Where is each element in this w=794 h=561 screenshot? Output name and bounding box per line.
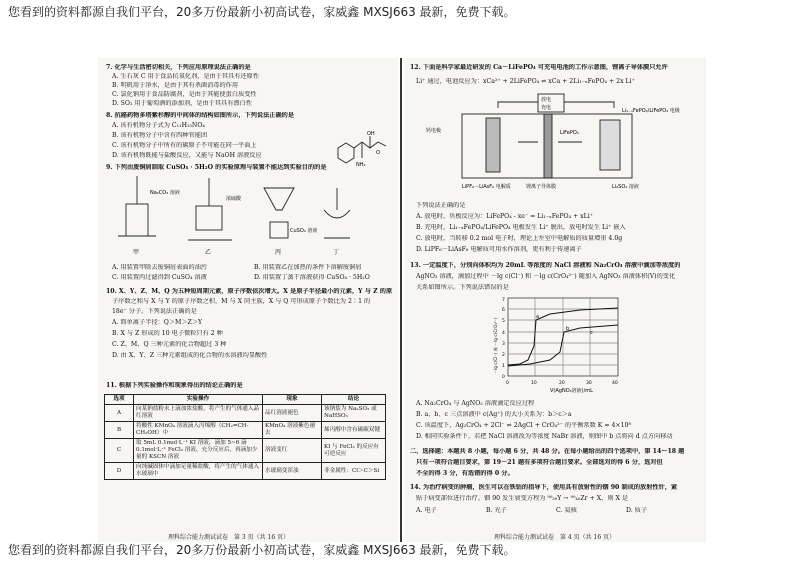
q10-option-c: C. Z、M、Q 三种元素的化合物超过 3 种 [112, 341, 227, 348]
point-label-a: a [536, 314, 540, 320]
q14-stem-1: 14. 为治疗病变的肿瘤，医生可以在铁钴的指导下，使用具有放射性的铟 90 制成的放射性针，紧 [410, 484, 678, 491]
svg-text:OH: OH [367, 131, 375, 137]
table-header: 现象 [263, 395, 322, 405]
q12-battery-diagram [422, 88, 702, 200]
q7-option-b: B. 明矾用于净水，是由于其有杀菌消毒的作用 [112, 82, 239, 89]
table-row [105, 463, 386, 480]
table-cell: 向纯碱固体中滴加足量稀盐酸，将产生的气体通入水玻璃中 [134, 463, 263, 480]
q9-apparatus-figure [112, 174, 372, 260]
table-cell: 品红溶液褪色 [263, 405, 322, 422]
q8-option-a: A. 该有机物分子式为 C₁₁H₁₅NO₄ [112, 122, 205, 129]
q9-option-c: C. 用装置丙过滤得到 CuSO₄ 溶液 [112, 274, 207, 281]
charge-label: 充电 [541, 105, 552, 111]
q7-option-c: C. 氯化钠用于食品防腐剂，是由于其能使蛋白质变性 [112, 91, 257, 98]
svg-text:O: O [376, 150, 380, 156]
q14-stem-2: 贴于病变部位进行治疗。铟 90 发生衰变方程为 ⁹⁰₃₉Y → ⁹⁰₄₀Zr + X，则 X 是 [416, 495, 629, 502]
q9-option-b: B. 用装置乙在加热的条件下溶解废铜屑 [254, 264, 362, 271]
section-2-heading: 二、选择题：本题共 8 小题，每小题 6 分，共 48 分。在每小题给出的四个选项中，第 14～18 题 [410, 448, 685, 455]
exam-page-3 [98, 58, 398, 542]
table-header-row [105, 395, 386, 405]
q8-option-d: D. 该有机物既能与盐酸反应，又能与 NaOH 溶液反应 [112, 152, 262, 159]
q8-stem: 8. 抗癌药物多塔紫杉醇的中间体的结构如图所示，下列说法正确的是 [106, 112, 295, 119]
top-watermark-banner: 您看到的资料都源自我们平台，20多万份最新小初高试卷，家威鑫 MXSJ663 最新，免费下载。 [8, 5, 516, 19]
table-cell: 溶液变红 [263, 439, 322, 463]
table-cell: D [105, 463, 134, 480]
point-label-c: c [590, 330, 593, 336]
q9-chem-label: CuSO₄ 溶液 [290, 228, 318, 234]
lifepo4-label: LiFePO₄ [560, 130, 579, 136]
q9-label-ding: 丁 [333, 249, 340, 256]
x-tick-0: 0 [506, 381, 509, 386]
q7-option-a: A. 生石灰 C 用于食品抗氧化剂，是由于其具有还原性 [112, 73, 260, 80]
q9-stem: 9. 下列由废铜屑制取 CuSO₄ · 5H₂O 的实验原理与装置不能达到实验目的的是 [106, 164, 327, 171]
q12-stem-1: 12. 下面是科学家最近研发的 Ca－LiFePO₄ 可充电电池的工作示意图，锂离子导体膜只允许 [410, 64, 668, 71]
table-cell: 取 5mL 0.1mol·L⁻¹ KI 溶液，滴加 5~6 滴 0.1mol·L⁻¹ FeCl₃ 溶液，充分反应后，再滴加少量的 KSCN 溶液 [134, 439, 263, 463]
svg-text:NH₂: NH₂ [356, 162, 366, 168]
q10-stem-1: 10. X、Y、Z、M、Q 为五种短周期元素，原子序数依次增大。X 是原子半径最小的元素，Y 与 Z 的原 [106, 288, 393, 295]
section-2-line-3: 不全的得 3 分，有选错的得 0 分。 [416, 470, 514, 477]
point-label-b: b [566, 326, 570, 332]
q13-option-d: D. 相同实验条件下，若把 NaCl 溶液改为等浓度 NaBr 溶液，则图中 b 点将向 d 点方向移动 [416, 433, 673, 440]
table-cell: C [105, 439, 134, 463]
discharge-label: 放电 [541, 97, 552, 103]
x-tick-40: 40 [612, 381, 618, 386]
table-row [105, 422, 386, 439]
page-divider [400, 58, 402, 542]
table-cell: 水玻璃变浑浊 [263, 463, 322, 480]
q9-chem-label: Na₂CO₃ 溶液 [150, 190, 180, 196]
q13-option-a: A. Na₂CrO₄ 与 AgNO₃ 溶液滴定反应过程 [416, 400, 535, 407]
y-axis-label: －lg c(Cl⁻) 或 －lg c(CrO₄²⁻) [493, 317, 498, 374]
x-tick-20: 20 [559, 381, 565, 386]
q10-option-d: D. 由 X、Y、Z 三种元素组成的化合物的水溶液均显酸性 [112, 352, 268, 359]
q12-option-b: B. 充电时，Li₁₋ₓFePO₄/LiFePO₄ 电极发生 Li⁺ 脱出，放电时发生 Li⁺ 嵌入 [416, 224, 626, 231]
y-tick-1: 1 [502, 364, 505, 369]
q9-option-d: D. 用装置丁蒸干溶液获得 CuSO₄ · 5H₂O [254, 274, 370, 281]
q10-option-a: A. 简单离子半径：Q＞M＞Z＞Y [112, 319, 203, 326]
calcium-electrode-label: 钙电极 [426, 128, 442, 134]
table-cell: 向某钠盐粉末上滴加浓盐酸，将产生的气体通入品红溶液 [134, 405, 263, 422]
q9-label-jia: 甲 [133, 249, 140, 256]
electrolyte-label: LiPF₆－LiAsF₆ 电解质 [462, 184, 511, 190]
y-tick-4: 4 [502, 331, 505, 336]
q9-chem-label: 浓硫酸 [226, 196, 242, 202]
q13-stem-2: AgNO₃ 溶液，滴加过程中 －lg c(Cl⁻) 和 －lg c(CrO₄²⁻) 随加入 AgNO₃ 溶液体积(V)的变化 [416, 273, 676, 280]
table-header: 选项 [105, 395, 134, 405]
q9-label-yi: 乙 [205, 249, 212, 256]
x-tick-10: 10 [531, 381, 537, 386]
x-tick-30: 30 [586, 381, 592, 386]
q12-option-a: A. 放电时，负极反应为：LiFePO₄ - xe⁻ = Li₁₋ₓFePO₄ + xLi⁺ [416, 213, 594, 220]
cathode-label: Li₁₋ₓFePO₄/LiFePO₄ 电极 [622, 108, 680, 114]
y-tick-7: 7 [502, 298, 505, 303]
table-cell: 将酸性 KMnO₄ 溶液滴入丙烯醇（CH₂=CH-CH₂OH）中 [134, 422, 263, 439]
table-cell: B [105, 422, 134, 439]
q11-stem: 11. 根据下列实验操作和现象得出的结论正确的是 [106, 382, 243, 389]
page-3-footer: 理科综合能力测试试卷 第 3 页（共 16 页） [168, 534, 290, 541]
q7-stem: 7. 化学与生活密切相关，下列应用原理说法正确的是 [106, 64, 251, 71]
q8-option-c: C. 该有机物分子中所有的碳原子不可能在同一平面上 [112, 142, 257, 149]
q10-stem-2: 子序数之和与 X 与 Y 的原子序数之积，M 与 X 同主族，X 与 Q 可形成原子个数比为 2∶1 的 [112, 298, 371, 305]
q13-stem-3: 关系如图所示。下列说法错误的是 [416, 284, 509, 291]
q14-option-a: A. 电子 [416, 507, 437, 514]
q14-options [416, 507, 696, 515]
q12-option-d: D. LiPF₆－LiAsF₆ 电解质可用水作溶剂，更有利于传递离子 [416, 246, 582, 253]
q10-stem-3: 18e⁻ 分子。下列说法正确的是 [112, 308, 197, 315]
q14-option-c: C. 氦核 [556, 507, 577, 514]
q13-titration-chart [490, 294, 640, 394]
table-row [105, 405, 386, 422]
q7-option-d: D. SO₂ 用于葡萄酒的添加剂，是由于其具有漂白性 [112, 100, 252, 107]
table-cell: 非金属性：Cl＞C＞Si [322, 463, 386, 480]
bottom-watermark-banner: 您看到的资料都源自我们平台，20多万份最新小初高试卷，家威鑫 MXSJ663 最新，免费下载。 [8, 543, 516, 557]
q8-molecule-structure [330, 128, 392, 174]
q12-option-c: C. 放电时，当转移 0.2 mol 电子时，理论上左室中电解质的质量增重 4.0g [416, 235, 623, 242]
q14-option-d: D. 质子 [626, 507, 648, 514]
q12-ask: 下列说法正确的是 [416, 202, 466, 209]
table-cell: A [105, 405, 134, 422]
table-row [105, 439, 386, 463]
y-tick-3: 3 [502, 342, 505, 347]
y-tick-6: 6 [502, 308, 505, 313]
q13-stem-1: 13. 一定温度下，分别向体积均为 20mL 等浓度的 NaCl 溶液和 Na₂CrO₄ 溶液中滴加等浓度的 [410, 262, 681, 269]
exam-page-4 [404, 58, 706, 542]
y-tick-5: 5 [502, 319, 505, 324]
table-cell: KI 与 FeCl₃ 的反应有可逆反应 [322, 439, 386, 463]
table-header: 结论 [322, 395, 386, 405]
q12-stem-2: Li⁺ 通过，电池反应为：xCa²⁺ + 2LiFePO₄ ⇌ xCa + 2Li₁₋ₓFePO₄ + 2x Li⁺ [416, 78, 635, 85]
q13-option-b: B. a、b、c 三点溶液中 c(Ag⁺) 的大小关系为：b＞c＞a [416, 411, 572, 418]
q13-option-c: C. 该温度下，Ag₂CrO₄ + 2Cl⁻ ⇌ 2AgCl + CrO₄²⁻ 的平衡常数 K = 4×10⁸ [416, 422, 631, 429]
q14-option-b: B. 光子 [486, 507, 507, 514]
q10-option-b: B. X 与 Z 形成的 10 电子微粒只有 2 种 [112, 330, 223, 337]
y-tick-2: 2 [502, 353, 505, 358]
y-tick-0: 0 [502, 375, 505, 380]
table-cell: 该钠盐为 Na₂SO₃ 或 NaHSO₃ [322, 405, 386, 422]
x-axis-label: V(AgNO₃溶液)/mL [550, 388, 593, 394]
table-cell: 烯丙醇中含有碳碳双键 [322, 422, 386, 439]
page-4-footer: 理科综合能力测试试卷 第 4 页（共 16 页） [494, 534, 616, 541]
ion-membrane-label: 锂离子导体膜 [526, 184, 557, 190]
q11-experiment-table [104, 394, 386, 480]
q9-option-a: A. 用装置甲除去废铜屑表面的油污 [112, 264, 208, 271]
section-2-line-2: 只有一项符合题目要求，第 19－21 题有多项符合题目要求。全部选对的得 6 分，选对但 [416, 459, 663, 466]
li2so4-solution-label: Li₂SO₄ 溶液 [612, 184, 639, 190]
q8-option-b: B. 该有机物分子中含有四种官能团 [112, 132, 208, 139]
q9-label-bing: 丙 [275, 249, 282, 256]
table-cell: KMnO₄ 溶液紫色褪去 [263, 422, 322, 439]
table-header: 实验操作 [134, 395, 263, 405]
